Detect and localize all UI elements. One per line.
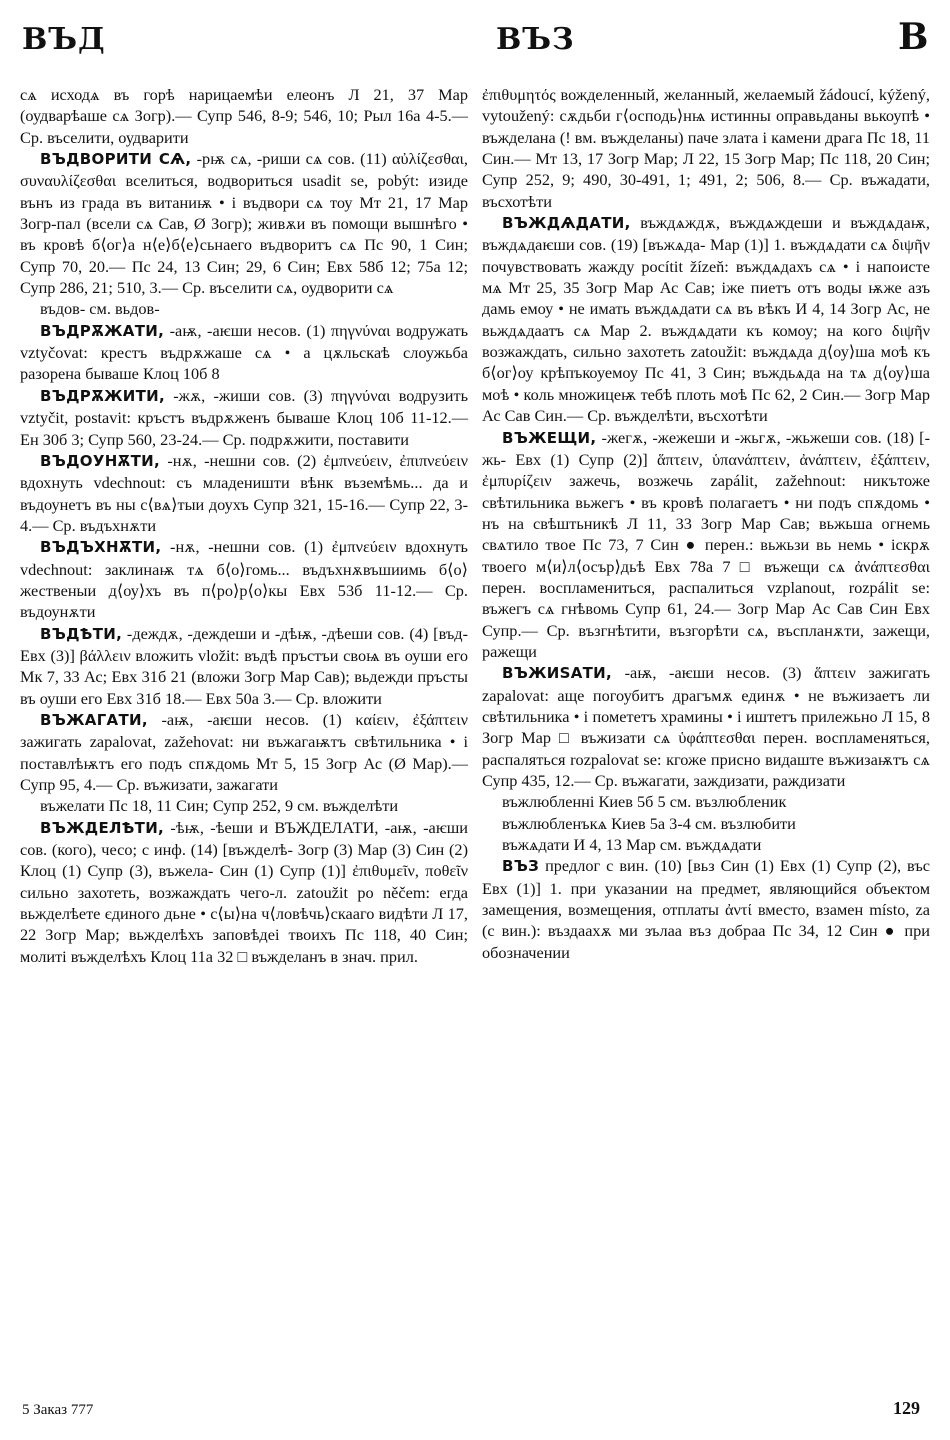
entry-text: въжелати Пс 18, 11 Син; Супр 252, 9 см. въжделѣти <box>40 796 399 816</box>
entry-headword: ВЪДРѪЖАТИ, <box>40 321 165 340</box>
section-letter: В <box>898 16 930 58</box>
dictionary-entry <box>20 298 468 319</box>
dictionary-entry <box>482 813 930 834</box>
entry-text: въжлюбленнi Киев 5б 5 см. възлюбленик <box>502 792 787 812</box>
entry-headword: ВЪДВОРИТИ СѦ, <box>40 150 192 169</box>
entry-text: -нѫ, -нешни сов. (2) ἐμπνεύειν, ἐπιπνεύειν вдохнуть vdechnout: съ младеништи вѣнк въземѣмь... да и въдоунетъ въ ны с⟨вѧ⟩тыи доухъ Супр 321, 15-16.— Супр 22, 3-4.— Ср. въдъхнѫти <box>20 450 468 535</box>
dictionary-entry <box>482 662 930 791</box>
entry-headword: ВЪЖЕЩИ, <box>502 428 597 447</box>
dictionary-entry <box>20 536 468 622</box>
printer-note: 5 Заказ 777 <box>22 1402 94 1418</box>
entry-text: -аѭ, -аѥши несов. (3) ἅπτειν зажигать zapalovat: аще погоубитъ драгъмѫ единѫ • не въжизаетъ ли свѣтильника • і помететъ храмины • і иштетъ прилежьно Л 15, 8 Зогр Мар □ въжизати сѧ ὑφάπτεσθαι перен. воспламеняться, распаляться rozpalovat se: кгоже присно видаште въжизаѭтъ сѧ Супр 435, 12.— Ср. въжагати, заждизати, раждизати <box>482 663 930 790</box>
dictionary-entry <box>20 385 468 450</box>
dictionary-entry <box>482 791 930 812</box>
entry-text: -жѫ, -жиши сов. (3) πηγνύναι водрузить vztyčit, postavit: кръстъ въдрѫженъ бываше Клоц 10б 11-12.— Ен 30б 3; Супр 560, 23-24.— Ср. подрѫжити, поставити <box>20 385 468 449</box>
entry-headword: ВЪЖДѦДАТИ, <box>502 214 631 233</box>
dictionary-entry <box>20 84 468 148</box>
entry-headword: ВЪДЪХНѪТИ, <box>40 538 162 557</box>
entry-text: -ѣѭ, -ѣеши и ВЪЖДЕЛАТИ, -аѭ, -аѥши сов. (кого), чесо; с инф. (14) [въжделѣ- Зогр (3) Мар (3) Син (2) Клоц (1) Супр (3), въжела- Син (1) Супр (1)] ἐπιθυμεῖν, ποθεῖν сильно захотеть, возжаждать чего-л. zatoužit po něčem: егда вьжделѣете єдиного дьне • с⟨ы⟩на ч⟨ловѣчь⟩скааго видѣти Л 17, 22 Зогр Мар; вьжделѣхъ заповѣдеі твоихъ Пс 118, 40 Син; молитi въжделѣхъ Клоц 11а 32 □ въжделанъ в знач. прил. <box>20 817 468 966</box>
dictionary-entry <box>20 709 468 795</box>
entry-text: -рѭ сѧ, -риши сѧ сов. (11) αὐλίζεσθαι, συναυλίζεσθαι вселиться, водвориться usadit se, pobýt: изиде вънъ из града въ витаниѭ • і въдвори сѧ тоу Мт 21, 17 Мар Зогр-пал (всели сѧ Сав, Ø Зогр); живѫи въ помощи вышнѣго • въ кровѣ б⟨ог⟩а н⟨е⟩б⟨е⟩сьнаего въдворитъ сѧ Пс 90, 1 Син; Супр 70, 20.— Пс 24, 13 Син; 29, 6 Син; Евх 58б 12; 75а 12; Супр 286, 21; 510, 3.— Ср. въселити сѧ, оудворити сѧ <box>20 149 468 298</box>
entry-text: сѧ исходѧ въ горѣ нарицаемѣи елеонъ Л 21, 37 Мар (оудварѣаше сѧ Зогр).— Супр 546, 8-9; 546, 10; Рыл 16а 4-5.— Ср. въселити, оудварити <box>20 85 468 147</box>
entry-text: въдов- см. вьдов- <box>40 299 160 319</box>
entry-text: въждѧждѫ, въждѧждеши и въждѧдаѭ, въждѧдаѥши сов. (19) [въжѧда- Мар (1)] 1. въждѧдати сѧ διψῆν почувствовать жажду pocítit žízeň: въждѧдахъ сѧ • і напоисте мѧ Мт 25, 35 Зогр Мар Ас Сав; іже пиетъ отъ воды ѭже азъ дамь емоу • не имать въждѧдати сѧ въ вѣкъ И 4, 14 Зогр Ас, не вьждѧдаатъ сѧ Мар 2. въждѧдати къ комоу; на кого διψῆν возжаждать, сильно захотеть zatoužit: въждѧда д⟨оу⟩ша моѣ къ б⟨ог⟩оу крѣпъкоуемоу Пс 41, 3 Син; въждьѧда на тѧ д⟨оу⟩ша моѣ • коль множицеѭ тебѣ плоть моѣ Пс 62, 2 Син.— Зогр Мар Ас Сав Син.— Ср. въжделѣти, въсхотѣти <box>482 213 930 426</box>
entry-text: въжлюбленъкѧ Киев 5а 3-4 см. възлюбити <box>502 813 796 833</box>
entry-text: въжѧдати И 4, 13 Мар см. въждѧдати <box>502 835 762 855</box>
dictionary-entry <box>20 320 468 385</box>
entry-text: -аѭ, -аѥши несов. (1) πηγνύναι водружать vztyčovat: крестъ въдрѫжаше сѧ • а цѫльскаѣ слоужьба разорена бываше Клоц 10б 8 <box>20 320 468 384</box>
entry-text: -жегѫ, -жежеши и -жьгѫ, -жьжеши сов. (18) [-жь- Евх (1) Супр (2)] ἅπτειν, ὑπανάπτειν, ἀνάπτειν, ἐξάπτειν, ἐμπυρίζειν зажечь, возжечь zapálit, zažehnout: никътоже свѣтильника вьжегъ • въ кровѣ полагаетъ • ни подъ спѫдомь • нъ на свѣштьникѣ Л 11, 33 Зогр Мар Сав; вьжьша огнемь свѧтило твое Пс 73, 7 Син ● перен.: вьжьзи вь немь • іскрѫ твоего м⟨и⟩л⟨осър⟩дьѣ Евх 78а 7 □ въжещи сѧ ἀνάπτεσθαι перен. воспламениться, распалиться vzplanout, rozpálit se: въжегъ сѧ гнѣвомь Супр 61, 24.— Зогр Мар Ас Сав Син Евх Супр.— Ср. възгнѣтити, възгорѣти сѧ, въспланѫти, зажещи, ражещи <box>482 427 930 661</box>
right-column <box>482 84 930 963</box>
entry-headword: ВЪДРѪЖИТИ, <box>40 386 166 405</box>
entry-text: -аѭ, -аѥши несов. (1) καίειν, ἐξάπτειν зажигать zapalovat, zažehovat: ни въжагаѭтъ свѣтильника • і поставлѣѭтъ его подъ спѫдомь Мт 5, 15 Зогр Ас (Ø Мар).— Супр 95, 4.— Ср. въжизати, зажагати <box>20 709 468 794</box>
dictionary-entry <box>20 795 468 816</box>
dictionary-entry <box>20 148 468 298</box>
dictionary-entry <box>482 855 930 963</box>
dictionary-entry <box>482 427 930 663</box>
dictionary-entry <box>20 450 468 536</box>
running-head-left: ВЪД <box>22 22 106 57</box>
entry-text: ἐπιθυμητός вожделенный, желанный, желаемый žádoucí, kýžený, vytoužený: сѫдьби г⟨осподь⟩нѩ истинны оправьданы вькоупѣ • въжделана (! вм. въжделаны) паче злата і камени драга Пс 18, 11 Син.— Мт 13, 17 Зогр Мар; Л 22, 15 Зогр Мар; Пс 118, 20 Син; Супр 252, 9; 490, 30-491, 1; 491, 2; 506, 8.— Ср. въжадати, въсхотѣти <box>482 85 930 211</box>
entry-text: -нѫ, -нешни сов. (1) ἐμπνεύειν вдохнуть vdechnout: заклинаѭ тѧ б⟨о⟩гомь... въдъхнѫвъшиимь б⟨о⟩жественыи д⟨оу⟩хъ въ п⟨ро⟩р⟨о⟩кы Евх 53б 11-12.— Ср. въдоунѫти <box>20 537 468 622</box>
dictionary-entry <box>20 817 468 967</box>
page-number: 129 <box>893 1398 920 1418</box>
entry-headword: ВЪДОУНѪТИ, <box>40 451 160 470</box>
entry-text: -деждѫ, -деждеши и -дѣѭ, -дѣеши сов. (4) [въд- Евх (3)] βάλλειν вложить vložit: въдѣ пръстъи своѩ въ оуши его Мк 7, 33 Ас; Евх 31б 21 (вложи Зогр Мар Сав); вьдежди пръсты въ оуши его Евх 31б 18.— Евх 50а 3.— Ср. вложити <box>20 623 468 708</box>
dictionary-entry <box>20 623 468 709</box>
dictionary-entry <box>482 212 930 426</box>
entry-headword: ВЪЖДЕЛѢТИ, <box>40 818 165 837</box>
entry-headword: ВЪЖАГАТИ, <box>40 710 148 729</box>
entry-text: предлог с вин. (10) [вьз Син (1) Евх (1) Супр (2), въс Евх (1)] 1. при указании на предмет, являющийся объектом замещения, возмещения, отплаты ἀντί вместо, взамен místo, za (с вин.): въздаахѫ ми зълаа въз добраа Пс 34, 12 Син ● при обозначении <box>482 856 930 962</box>
dictionary-entry <box>482 84 930 212</box>
dictionary-entry <box>482 834 930 855</box>
entry-headword: ВЪЗ <box>502 857 540 876</box>
left-column <box>20 84 468 967</box>
entry-headword: ВЪДѢТИ, <box>40 624 123 643</box>
entry-headword: ВЪЖИЅАТИ, <box>502 664 613 683</box>
running-head-center: ВЪЗ <box>496 22 575 57</box>
